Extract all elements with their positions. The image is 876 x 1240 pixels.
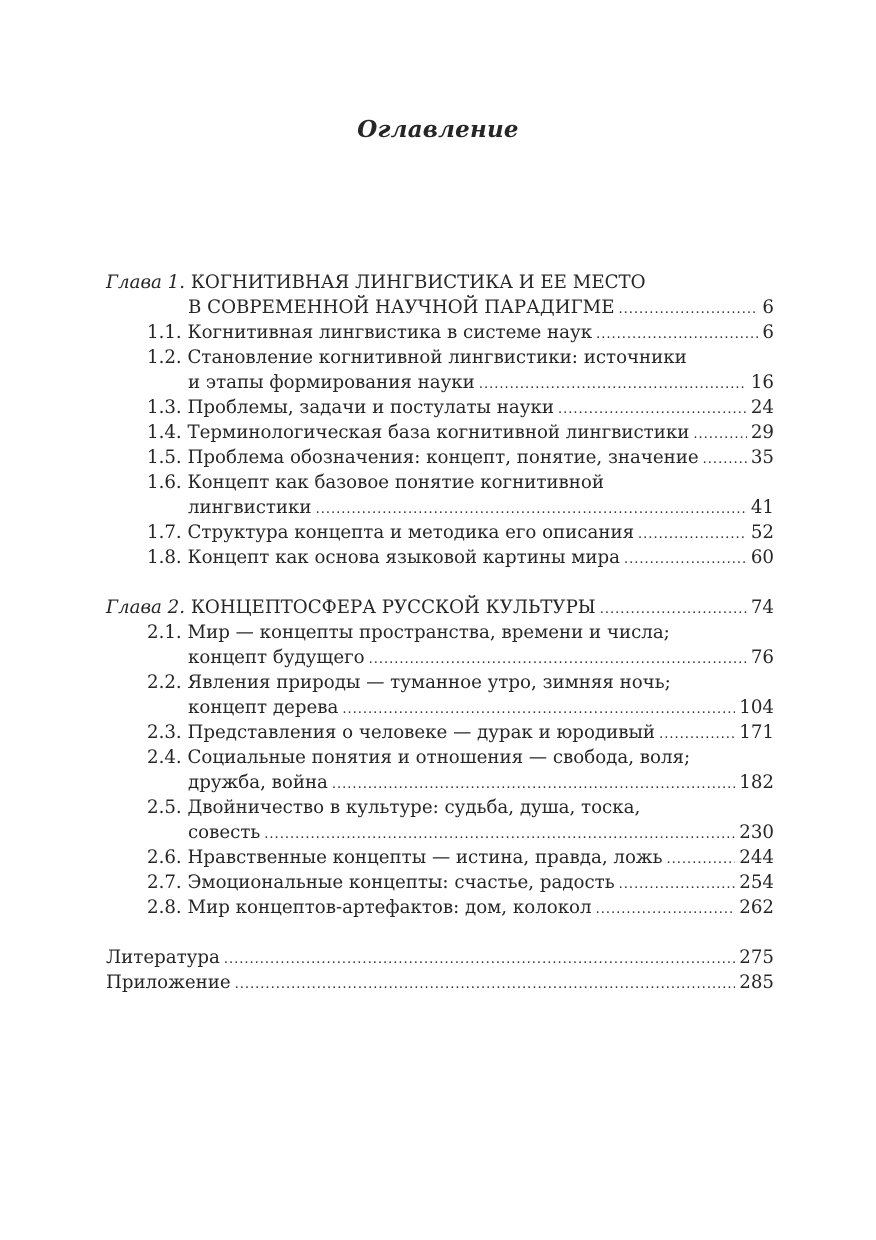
section-title-cont: лингвистики	[188, 497, 312, 518]
toc-entry-2-5	[106, 795, 774, 820]
toc-entry-1-4	[106, 420, 774, 445]
leader-dots	[667, 847, 736, 872]
leader-dots	[316, 497, 747, 522]
table-of-contents	[106, 270, 774, 995]
section-number: 2.8.	[147, 897, 182, 918]
section-title: Явления природы — туманное утро, зимняя ночь;	[187, 672, 671, 693]
section-title: Становление когнитивной лингвистики: источники	[187, 347, 687, 368]
toc-entry-1-6-cont	[106, 495, 774, 520]
section-title-cont: концепт будущего	[188, 647, 365, 668]
section-page: 24	[750, 397, 774, 418]
section-title: Двойничество в культуре: судьба, душа, тоска,	[187, 797, 641, 818]
leader-dots	[264, 822, 735, 847]
section-number: 1.4.	[147, 422, 182, 443]
section-number: 1.1.	[147, 322, 182, 343]
chapter-1-title-line2: В СОВРЕМЕННОЙ НАУЧНОЙ ПАРАДИГМЕ	[188, 297, 615, 318]
toc-entry-2-6	[106, 845, 774, 870]
spacer	[106, 570, 774, 595]
section-page: 41	[750, 497, 774, 518]
leader-dots	[369, 647, 747, 672]
section-title: Нравственные концепты — истина, правда, ложь	[187, 847, 663, 868]
section-page: 6	[762, 322, 774, 343]
leader-dots	[224, 947, 735, 972]
backmatter-title: Приложение	[106, 972, 231, 993]
section-number: 1.2.	[147, 347, 182, 368]
section-number: 1.8.	[147, 547, 182, 568]
section-page: 104	[739, 697, 774, 718]
section-number: 2.5.	[147, 797, 182, 818]
leader-dots	[558, 397, 747, 422]
toc-entry-1-6	[106, 470, 774, 495]
section-title: Концепт как базовое понятие когнитивной	[187, 472, 604, 493]
section-title: Концепт как основа языковой картины мира	[187, 547, 620, 568]
chapter-1-heading-cont	[106, 295, 774, 320]
chapter-2-page: 74	[750, 597, 774, 618]
section-number: 2.2.	[147, 672, 182, 693]
leader-dots	[235, 972, 736, 997]
toc-entry-literature	[106, 945, 774, 970]
leader-dots	[619, 872, 736, 897]
section-title: Мир концептов-артефактов: дом, колокол	[187, 897, 592, 918]
section-number: 2.7.	[147, 872, 182, 893]
leader-dots	[479, 372, 747, 397]
toc-entry-1-5	[106, 445, 774, 470]
toc-entry-2-4-cont	[106, 770, 774, 795]
section-title-cont: концепт дерева	[188, 697, 339, 718]
section-page: 16	[750, 372, 774, 393]
section-number: 1.7.	[147, 522, 182, 543]
chapter-2-title-line1: КОНЦЕПТОСФЕРА РУССКОЙ КУЛЬТУРЫ	[190, 597, 596, 618]
leader-dots	[342, 697, 735, 722]
toc-entry-1-3	[106, 395, 774, 420]
page-title: Оглавление	[357, 116, 519, 143]
section-title: Мир — концепты пространства, времени и числа;	[187, 622, 670, 643]
toc-entry-2-8	[106, 895, 774, 920]
section-page: 29	[750, 422, 774, 443]
section-title: Проблема обозначения: концепт, понятие, значение	[187, 447, 699, 468]
leader-dots	[703, 447, 747, 472]
section-title: Эмоциональные концепты: счастье, радость	[187, 872, 615, 893]
toc-entry-2-1	[106, 620, 774, 645]
section-page: 171	[739, 722, 774, 743]
section-number: 2.6.	[147, 847, 182, 868]
leader-dots	[596, 897, 736, 922]
leader-dots	[596, 322, 758, 347]
section-number: 1.6.	[147, 472, 182, 493]
section-number: 2.3.	[147, 722, 182, 743]
toc-entry-1-1	[106, 320, 774, 345]
section-title: Представления о человеке — дурак и юродивый	[187, 722, 656, 743]
spacer	[106, 920, 774, 945]
backmatter-page: 275	[739, 947, 774, 968]
toc-entry-2-3	[106, 720, 774, 745]
section-page: 262	[739, 897, 774, 918]
section-page: 60	[750, 547, 774, 568]
toc-entry-2-2-cont	[106, 695, 774, 720]
leader-dots	[619, 297, 759, 322]
section-number: 2.1.	[147, 622, 182, 643]
section-title-cont: дружба, война	[188, 772, 328, 793]
section-number: 1.3.	[147, 397, 182, 418]
section-page: 52	[750, 522, 774, 543]
section-title-cont: и этапы формирования науки	[188, 372, 475, 393]
leader-dots	[659, 722, 735, 747]
toc-entry-2-4	[106, 745, 774, 770]
toc-entry-2-7	[106, 870, 774, 895]
chapter-1-page: 6	[762, 297, 774, 318]
toc-entry-2-2	[106, 670, 774, 695]
toc-entry-1-8	[106, 545, 774, 570]
toc-entry-2-1-cont	[106, 645, 774, 670]
toc-entry-1-2	[106, 345, 774, 370]
toc-entry-2-5-cont	[106, 820, 774, 845]
backmatter-page: 285	[739, 972, 774, 993]
section-title: Социальные понятия и отношения — свобода, воля;	[187, 747, 691, 768]
toc-entry-appendix	[106, 970, 774, 995]
chapter-1-heading	[106, 270, 774, 295]
toc-entry-1-2-cont	[106, 370, 774, 395]
section-title: Проблемы, задачи и постулаты науки	[187, 397, 554, 418]
chapter-2-heading	[106, 595, 774, 620]
leader-dots	[600, 597, 747, 622]
section-number: 1.5.	[147, 447, 182, 468]
leader-dots	[638, 522, 747, 547]
section-page: 35	[750, 447, 774, 468]
chapter-2-label: Глава 2.	[106, 597, 186, 618]
backmatter-title: Литература	[106, 947, 220, 968]
section-page: 76	[750, 647, 774, 668]
section-title-cont: совесть	[188, 822, 261, 843]
leader-dots	[624, 547, 747, 572]
section-page: 182	[739, 772, 774, 793]
section-page: 230	[739, 822, 774, 843]
leader-dots	[693, 422, 746, 447]
toc-entry-1-7	[106, 520, 774, 545]
chapter-1-label: Глава 1.	[106, 272, 186, 293]
section-title: Терминологическая база когнитивной лингвистики	[187, 422, 690, 443]
leader-dots	[332, 772, 735, 797]
section-number: 2.4.	[147, 747, 182, 768]
section-title: Структура концепта и методика его описания	[187, 522, 635, 543]
section-page: 254	[739, 872, 774, 893]
section-title: Когнитивная лингвистика в системе наук	[187, 322, 593, 343]
section-page: 244	[739, 847, 774, 868]
chapter-1-title-line1: КОГНИТИВНАЯ ЛИНГВИСТИКА И ЕЕ МЕСТО	[190, 272, 646, 293]
